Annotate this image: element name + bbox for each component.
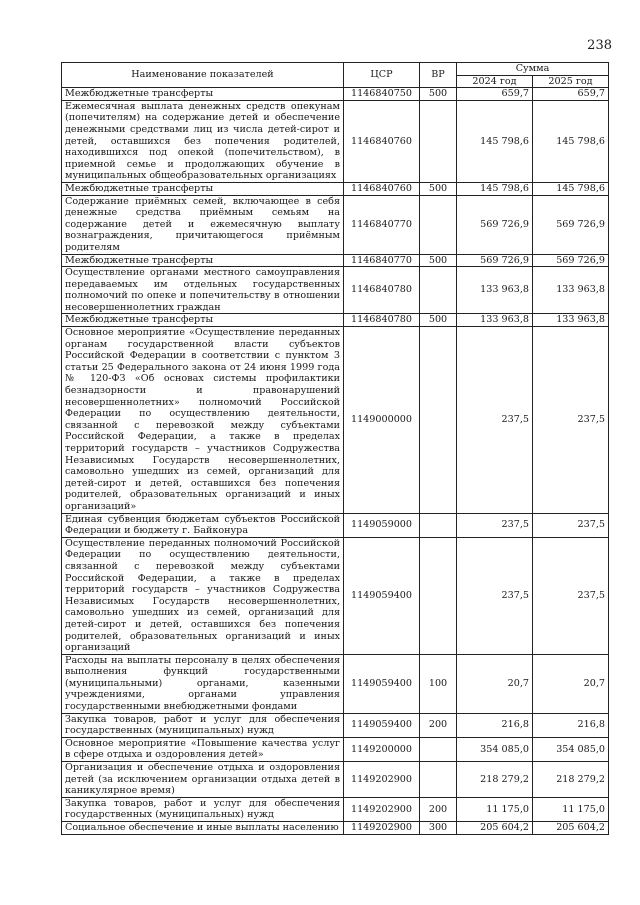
cell-name: Межбюджетные трансферты [62, 314, 344, 327]
table-row [62, 822, 609, 835]
cell-name: Осуществление переданных полномочий Российской Федерации по осуществлению деятельности, связанной с перевозкой между субъектами Российской Федерации, а также в пределах территорий государств – участников Содружества Независимых Государств несовершеннолетних, самовольно ушедших из семей, организаций для детей-сирот и детей, оставшихся без попечения родителей, образовательных организаций и иных организаций [62, 537, 344, 654]
cell-vr [420, 327, 457, 514]
cell-y2025: 133 963,8 [533, 314, 609, 327]
cell-name: Социальное обеспечение и иные выплаты населению [62, 822, 344, 835]
cell-csr: 1146840760 [344, 100, 420, 182]
cell-y2025: 145 798,6 [533, 182, 609, 195]
cell-y2025: 237,5 [533, 513, 609, 537]
cell-vr: 500 [420, 254, 457, 267]
cell-vr: 100 [420, 654, 457, 713]
header-year-2025: 2025 год [533, 75, 609, 88]
cell-csr: 1149202900 [344, 822, 420, 835]
header-row-top [62, 63, 609, 76]
cell-y2024: 216,8 [457, 713, 533, 737]
cell-y2025: 11 175,0 [533, 797, 609, 821]
cell-name: Основное мероприятие «Повышение качества услуг в сфере отдыха и оздоровления детей» [62, 737, 344, 761]
table-row [62, 100, 609, 182]
cell-name: Основное мероприятие «Осуществление переданных органам государственной власти субъектов Российской Федерации в соответствии с пунктом 3 статьи 25 Федерального закона от 24 июня 1999 года № 120-ФЗ «Об основах системы профилактики безнадзорности и правонарушений несовершеннолетних» полномочий Российской Федерации по осуществлению деятельности, связанной с перевозкой между субъектами Российской Федерации, а также в пределах территорий государств – участников Содружества Независимых Государств несовершеннолетних, самовольно ушедших из семей, организаций для детей-сирот и детей, оставшихся без попечения родителей, образовательных организаций и иных организаций» [62, 327, 344, 514]
cell-vr: 500 [420, 314, 457, 327]
cell-y2024: 133 963,8 [457, 267, 533, 314]
cell-y2025: 216,8 [533, 713, 609, 737]
table-row [62, 182, 609, 195]
cell-y2025: 237,5 [533, 537, 609, 654]
cell-csr: 1149059400 [344, 654, 420, 713]
cell-y2024: 237,5 [457, 327, 533, 514]
cell-y2024: 11 175,0 [457, 797, 533, 821]
header-sum: Сумма [457, 63, 609, 76]
cell-name: Организация и обеспечение отдыха и оздоровления детей (за исключением организации отдыха детей в каникулярное время) [62, 762, 344, 798]
cell-y2025: 569 726,9 [533, 254, 609, 267]
cell-vr [420, 195, 457, 254]
cell-y2025: 205 604,2 [533, 822, 609, 835]
cell-vr: 200 [420, 797, 457, 821]
cell-csr: 1149202900 [344, 762, 420, 798]
cell-y2025: 354 085,0 [533, 737, 609, 761]
cell-csr: 1149200000 [344, 737, 420, 761]
cell-name: Межбюджетные трансферты [62, 88, 344, 101]
table-row [62, 762, 609, 798]
cell-name: Закупка товаров, работ и услуг для обеспечения государственных (муниципальных) нужд [62, 797, 344, 821]
table-row [62, 327, 609, 514]
cell-y2024: 205 604,2 [457, 822, 533, 835]
cell-y2025: 237,5 [533, 327, 609, 514]
cell-y2024: 569 726,9 [457, 254, 533, 267]
cell-name: Ежемесячная выплата денежных средств опекунам (попечителям) на содержание детей и обеспечение денежными средствами лиц из числа детей-сирот и детей, оставшихся без попечения родителей, находившихся под опекой (попечительством), в приемной семье и продолжающих обучение в муниципальных общеобразовательных организациях [62, 100, 344, 182]
cell-csr: 1146840780 [344, 267, 420, 314]
cell-y2024: 145 798,6 [457, 100, 533, 182]
cell-vr: 200 [420, 713, 457, 737]
cell-y2024: 237,5 [457, 513, 533, 537]
cell-csr: 1149059400 [344, 537, 420, 654]
cell-y2025: 133 963,8 [533, 267, 609, 314]
cell-name: Межбюджетные трансферты [62, 254, 344, 267]
cell-csr: 1146840770 [344, 195, 420, 254]
table-row [62, 254, 609, 267]
cell-name: Расходы на выплаты персоналу в целях обеспечения выполнения функций государственными (муниципальными) органами, казенными учреждениями, органами управления государственными внебюджетными фондами [62, 654, 344, 713]
cell-vr [420, 513, 457, 537]
table-row [62, 267, 609, 314]
cell-csr: 1146840780 [344, 314, 420, 327]
cell-csr: 1146840750 [344, 88, 420, 101]
cell-y2024: 133 963,8 [457, 314, 533, 327]
cell-y2024: 237,5 [457, 537, 533, 654]
cell-vr: 500 [420, 182, 457, 195]
header-name: Наименование показателей [62, 63, 344, 88]
budget-table [61, 62, 609, 835]
table-row [62, 737, 609, 761]
cell-csr: 1149000000 [344, 327, 420, 514]
cell-y2025: 659,7 [533, 88, 609, 101]
table-row [62, 537, 609, 654]
cell-y2024: 354 085,0 [457, 737, 533, 761]
cell-name: Межбюджетные трансферты [62, 182, 344, 195]
cell-y2024: 659,7 [457, 88, 533, 101]
cell-vr [420, 267, 457, 314]
cell-vr [420, 100, 457, 182]
cell-csr: 1146840770 [344, 254, 420, 267]
header-year-2024: 2024 год [457, 75, 533, 88]
cell-y2025: 218 279,2 [533, 762, 609, 798]
header-csr: ЦСР [344, 63, 420, 88]
cell-vr: 500 [420, 88, 457, 101]
cell-csr: 1146840760 [344, 182, 420, 195]
table-row [62, 654, 609, 713]
cell-vr: 300 [420, 822, 457, 835]
cell-y2024: 145 798,6 [457, 182, 533, 195]
cell-y2024: 20,7 [457, 654, 533, 713]
table-row [62, 797, 609, 821]
table-row [62, 195, 609, 254]
cell-y2024: 569 726,9 [457, 195, 533, 254]
cell-csr: 1149202900 [344, 797, 420, 821]
cell-y2025: 20,7 [533, 654, 609, 713]
cell-name: Содержание приёмных семей, включающее в себя денежные средства приёмным семьям на содержание детей и ежемесячную выплату вознаграждения, причитающегося приёмным родителям [62, 195, 344, 254]
cell-vr [420, 537, 457, 654]
cell-y2025: 569 726,9 [533, 195, 609, 254]
cell-csr: 1149059400 [344, 713, 420, 737]
table-row [62, 314, 609, 327]
page-number: 238 [587, 38, 612, 53]
cell-name: Закупка товаров, работ и услуг для обеспечения государственных (муниципальных) нужд [62, 713, 344, 737]
cell-y2024: 218 279,2 [457, 762, 533, 798]
cell-y2025: 145 798,6 [533, 100, 609, 182]
cell-csr: 1149059000 [344, 513, 420, 537]
cell-vr [420, 762, 457, 798]
header-vr: ВР [420, 63, 457, 88]
cell-vr [420, 737, 457, 761]
cell-name: Осуществление органами местного самоуправления передаваемых им отдельных государственных полномочий по опеке и попечительству в отношении несовершеннолетних граждан [62, 267, 344, 314]
table-row [62, 88, 609, 101]
table-row [62, 713, 609, 737]
table-body [62, 88, 609, 834]
cell-name: Единая субвенция бюджетам субъектов Российской Федерации и бюджету г. Байконура [62, 513, 344, 537]
table-row [62, 513, 609, 537]
